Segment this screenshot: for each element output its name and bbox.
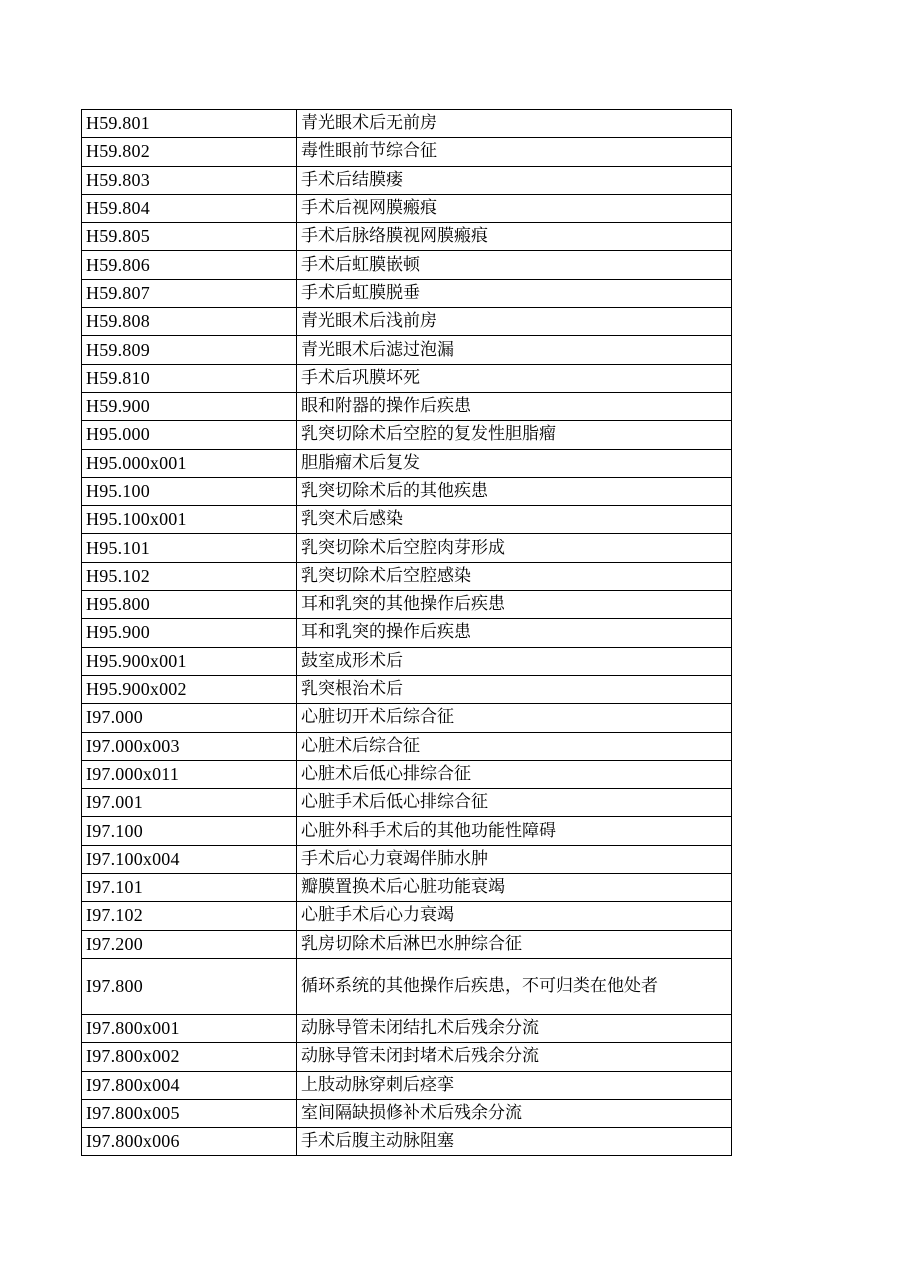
diagnosis-description-cell: 耳和乳突的其他操作后疾患 (297, 591, 732, 619)
table-row (82, 675, 732, 703)
table-row (82, 336, 732, 364)
table-row (82, 392, 732, 420)
table-row (82, 194, 732, 222)
diagnosis-code-cell: H59.806 (82, 251, 297, 279)
diagnosis-code-cell: H59.802 (82, 138, 297, 166)
table-row (82, 110, 732, 138)
diagnosis-code-cell: H95.900x001 (82, 647, 297, 675)
diagnosis-code-cell: H59.808 (82, 308, 297, 336)
diagnosis-description-cell: 耳和乳突的操作后疾患 (297, 619, 732, 647)
table-row (82, 732, 732, 760)
diagnosis-description-cell: 手术后心力衰竭伴肺水肿 (297, 845, 732, 873)
table-row (82, 562, 732, 590)
diagnosis-description-cell: 乳突根治术后 (297, 675, 732, 703)
diagnosis-description-cell: 动脉导管未闭封堵术后残余分流 (297, 1043, 732, 1071)
table-row (82, 138, 732, 166)
diagnosis-code-cell: H95.000 (82, 421, 297, 449)
table-row (82, 845, 732, 873)
table-body (82, 110, 732, 1156)
diagnosis-code-cell: H95.100x001 (82, 506, 297, 534)
diagnosis-description-cell: 手术后巩膜坏死 (297, 364, 732, 392)
diagnosis-code-cell: H59.810 (82, 364, 297, 392)
diagnosis-code-cell: I97.000x011 (82, 760, 297, 788)
diagnosis-description-cell: 循环系统的其他操作后疾患，不可归类在他处者 (297, 958, 732, 1014)
diagnosis-description-cell: 上肢动脉穿刺后痉挛 (297, 1071, 732, 1099)
table-row (82, 619, 732, 647)
diagnosis-code-cell: I97.000 (82, 704, 297, 732)
diagnosis-code-cell: H59.809 (82, 336, 297, 364)
table-row (82, 166, 732, 194)
diagnosis-code-cell: I97.001 (82, 789, 297, 817)
diagnosis-description-cell: 乳突切除术后空腔肉芽形成 (297, 534, 732, 562)
diagnosis-description-cell: 动脉导管未闭结扎术后残余分流 (297, 1014, 732, 1042)
table-row (82, 1128, 732, 1156)
diagnosis-code-cell: I97.800x001 (82, 1014, 297, 1042)
diagnosis-code-cell: I97.100 (82, 817, 297, 845)
diagnosis-description-cell: 青光眼术后滤过泡漏 (297, 336, 732, 364)
diagnosis-code-cell: I97.000x003 (82, 732, 297, 760)
table-row (82, 958, 732, 1014)
diagnosis-description-cell: 心脏外科手术后的其他功能性障碍 (297, 817, 732, 845)
diagnosis-description-cell: 乳突切除术后的其他疾患 (297, 477, 732, 505)
diagnosis-code-cell: H95.800 (82, 591, 297, 619)
diagnosis-description-cell: 胆脂瘤术后复发 (297, 449, 732, 477)
diagnosis-description-cell: 青光眼术后浅前房 (297, 308, 732, 336)
diagnosis-code-cell: H59.807 (82, 279, 297, 307)
table-row (82, 534, 732, 562)
diagnosis-code-cell: H59.803 (82, 166, 297, 194)
diagnosis-code-cell: H95.100 (82, 477, 297, 505)
table-row (82, 704, 732, 732)
diagnosis-description-cell: 乳突切除术后空腔感染 (297, 562, 732, 590)
table-row (82, 364, 732, 392)
diagnosis-code-table (81, 109, 732, 1156)
table-row (82, 789, 732, 817)
diagnosis-description-cell: 乳房切除术后淋巴水肿综合征 (297, 930, 732, 958)
diagnosis-code-cell: I97.102 (82, 902, 297, 930)
table-row (82, 1043, 732, 1071)
table-row (82, 1014, 732, 1042)
diagnosis-description-cell: 手术后脉络膜视网膜瘢痕 (297, 223, 732, 251)
diagnosis-description-cell: 瓣膜置换术后心脏功能衰竭 (297, 874, 732, 902)
diagnosis-description-cell: 毒性眼前节综合征 (297, 138, 732, 166)
diagnosis-code-cell: H59.900 (82, 392, 297, 420)
diagnosis-description-cell: 心脏切开术后综合征 (297, 704, 732, 732)
diagnosis-code-cell: I97.200 (82, 930, 297, 958)
diagnosis-description-cell: 心脏术后综合征 (297, 732, 732, 760)
table-row (82, 874, 732, 902)
table-row (82, 421, 732, 449)
table-row (82, 902, 732, 930)
diagnosis-code-cell: H95.900 (82, 619, 297, 647)
diagnosis-description-cell: 心脏手术后心力衰竭 (297, 902, 732, 930)
diagnosis-code-cell: I97.100x004 (82, 845, 297, 873)
diagnosis-code-cell: H95.102 (82, 562, 297, 590)
diagnosis-description-cell: 鼓室成形术后 (297, 647, 732, 675)
diagnosis-description-cell: 乳突切除术后空腔的复发性胆脂瘤 (297, 421, 732, 449)
diagnosis-description-cell: 乳突术后感染 (297, 506, 732, 534)
diagnosis-description-cell: 手术后虹膜脱垂 (297, 279, 732, 307)
diagnosis-code-cell: I97.101 (82, 874, 297, 902)
table-row (82, 647, 732, 675)
diagnosis-description-cell: 手术后虹膜嵌顿 (297, 251, 732, 279)
diagnosis-code-cell: I97.800 (82, 958, 297, 1014)
diagnosis-code-cell: H95.000x001 (82, 449, 297, 477)
diagnosis-code-cell: H95.900x002 (82, 675, 297, 703)
table-row (82, 506, 732, 534)
table-row (82, 930, 732, 958)
table-row (82, 760, 732, 788)
diagnosis-code-cell: I97.800x004 (82, 1071, 297, 1099)
diagnosis-description-cell: 青光眼术后无前房 (297, 110, 732, 138)
diagnosis-description-cell: 室间隔缺损修补术后残余分流 (297, 1099, 732, 1127)
table-row (82, 591, 732, 619)
table-row (82, 449, 732, 477)
diagnosis-description-cell: 眼和附器的操作后疾患 (297, 392, 732, 420)
diagnosis-code-cell: I97.800x005 (82, 1099, 297, 1127)
table-row (82, 279, 732, 307)
table-row (82, 477, 732, 505)
table-row (82, 1099, 732, 1127)
diagnosis-code-cell: H59.805 (82, 223, 297, 251)
table-row (82, 817, 732, 845)
table-row (82, 308, 732, 336)
diagnosis-code-cell: H59.804 (82, 194, 297, 222)
table-row (82, 1071, 732, 1099)
diagnosis-code-cell: I97.800x006 (82, 1128, 297, 1156)
diagnosis-description-cell: 手术后结膜瘘 (297, 166, 732, 194)
diagnosis-description-cell: 心脏术后低心排综合征 (297, 760, 732, 788)
diagnosis-code-cell: H95.101 (82, 534, 297, 562)
diagnosis-description-cell: 手术后视网膜瘢痕 (297, 194, 732, 222)
table-row (82, 251, 732, 279)
diagnosis-description-cell: 心脏手术后低心排综合征 (297, 789, 732, 817)
diagnosis-code-cell: I97.800x002 (82, 1043, 297, 1071)
table-row (82, 223, 732, 251)
diagnosis-description-cell: 手术后腹主动脉阻塞 (297, 1128, 732, 1156)
diagnosis-code-cell: H59.801 (82, 110, 297, 138)
